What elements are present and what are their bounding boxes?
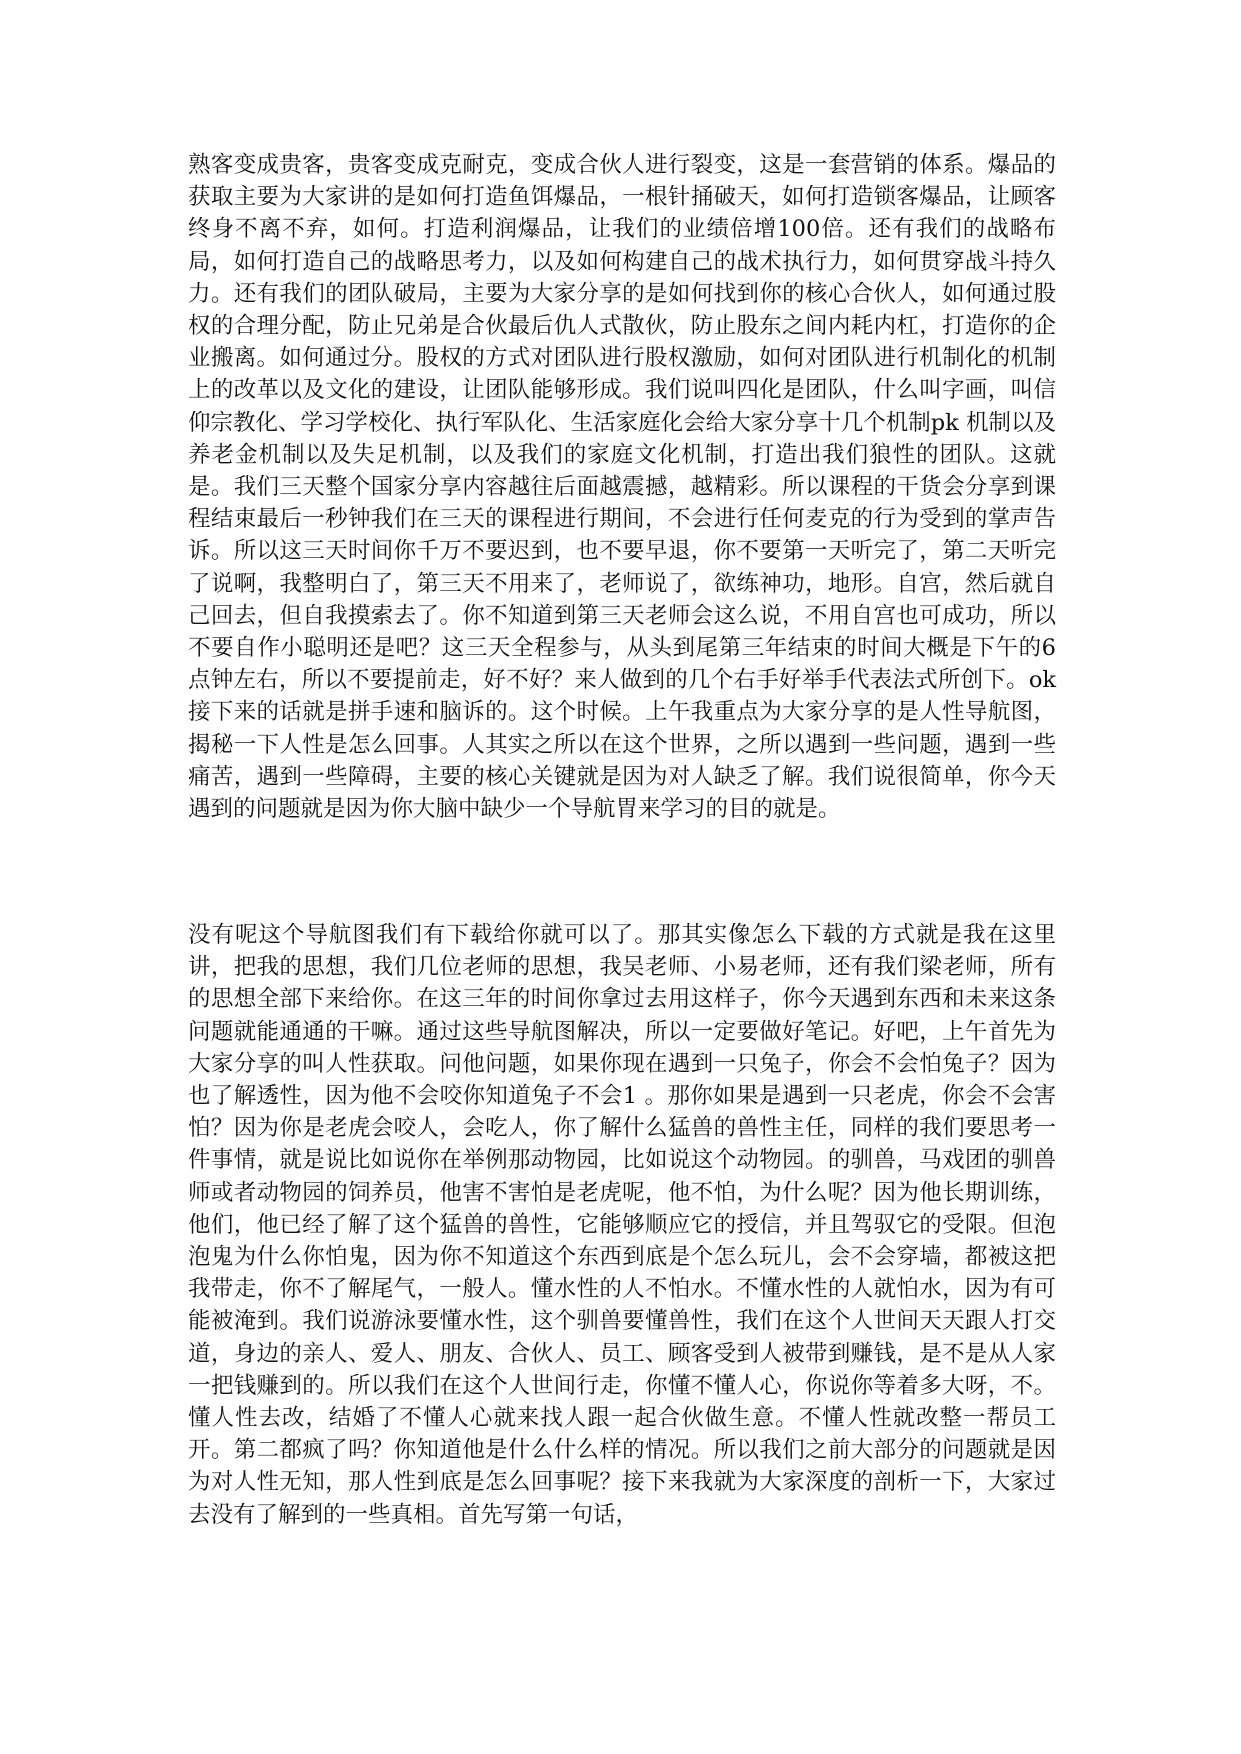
body-paragraph-1: 熟客变成贵客，贵客变成克耐克，变成合伙人进行裂变，这是一套营销的体系。爆品的获取主要为大家讲的是如何打造鱼饵爆品，一根针捅破天，如何打造锁客爆品，让顾客终身不离不弃，如何。打造利润爆品，让我们的业绩倍增100倍。还有我们的战略布局，如何打造自己的战略思考力，以及如何构建自己的战术执行力，如何贯穿战斗持久力。还有我们的团队破局，主要为大家分享的是如何找到你的核心合伙人，如何通过股权的合理分配，防止兄弟是合伙最后仇人式散伙，防止股东之间内耗内杠，打造你的企业搬离。如何通过分。股权的方式对团队进行股权激励，如何对团队进行机制化的机制上的改革以及文化的建设，让团队能够形成。我们说叫四化是团队，什么叫字画，叫信仰宗教化、学习学校化、执行军队化、生活家庭化会给大家分享十几个机制pk 机制以及养老金机制以及失足机制，以及我们的家庭文化机制，打造出我们狼性的团队。这就是。我们三天整个国家分享内容越往后面越震撼，越精彩。所以课程的干货会分享到课程结束最后一秒钟我们在三天的课程进行期间，不会进行任何麦克的行为受到的掌声告诉。所以这三天时间你千万不要迟到，也不要早退，你不要第一天听完了，第二天听完了说啊，我整明白了，第三天不用来了，老师说了，欲练神功，地形。自宫，然后就自己回去，但自我摸索去了。你不知道到第三天老师会这么说，不用自宫也可成功，所以不要自作小聪明还是吧？这三天全程参与，从头到尾第三年结束的时间大概是下午的6点钟左右，所以不要提前走，好不好？来人做到的几个右手好举手代表法式所创下。ok 接下来的话就是拼手速和脑诉的。这个时候。上午我重点为大家分享的是人性导航图，揭秘一下人性是怎么回事。人其实之所以在这个世界，之所以遇到一些问题，遇到一些痛苦，遇到一些障碍，主要的核心关键就是因为对人缺乏了解。我们说很简单，你今天遇到的问题就是因为你大脑中缺少一个导航胃来学习的目的就是。 (188, 152, 1056, 823)
body-paragraph-2: 没有呢这个导航图我们有下载给你就可以了。那其实像怎么下载的方式就是我在这里讲，把我的思想，我们几位老师的思想，我吴老师、小易老师，还有我们梁老师，所有的思想全部下来给你。在这三年的时间你拿过去用这样子，你今天遇到东西和未来这条问题就能通通的干嘛。通过这些导航图解决，所以一定要做好笔记。好吧，上午首先为大家分享的叫人性获取。问他问题，如果你现在遇到一只兔子，你会不会怕兔子？因为也了解透性，因为他不会咬你知道兔子不会1 。那你如果是遇到一只老虎，你会不会害怕？因为你是老虎会咬人，会吃人，你了解什么猛兽的兽性主任，同样的我们要思考一件事情，就是说比如说你在举例那动物园，比如说这个动物园。的驯兽，马戏团的驯兽师或者动物园的饲养员，他害不害怕是老虎呢，他不怕，为什么呢？因为他长期训练，他们，他已经了解了这个猛兽的兽性，它能够顺应它的授信，并且驾驭它的受限。但泡泡鬼为什么你怕鬼，因为你不知道这个东西到底是个怎么玩儿，会不会穿墙，都被这把我带走，你不了解尾气，一般人。懂水性的人不怕水。不懂水性的人就怕水，因为有可能被淹到。我们说游泳要懂水性，这个驯兽要懂兽性，我们在这个人世间天天跟人打交道，身边的亲人、爱人、朋友、合伙人、员工、顾客受到人被带到赚钱，是不是从人家一把钱赚到的。所以我们在这个人世间行走，你懂不懂人心，你说你等着多大呀，不。懂人性去改，结婚了不懂人心就来找人跟一起合伙做生意。不懂人性就改整一帮员工开。第二都疯了吗？你知道他是什么什么样的情况。所以我们之前大部分的问题就是因为对人性无知，那人性到底是怎么回事呢？接下来我就为大家深度的剖析一下，大家过去没有了解到的一些真相。首先写第一句话， (188, 922, 1056, 1528)
